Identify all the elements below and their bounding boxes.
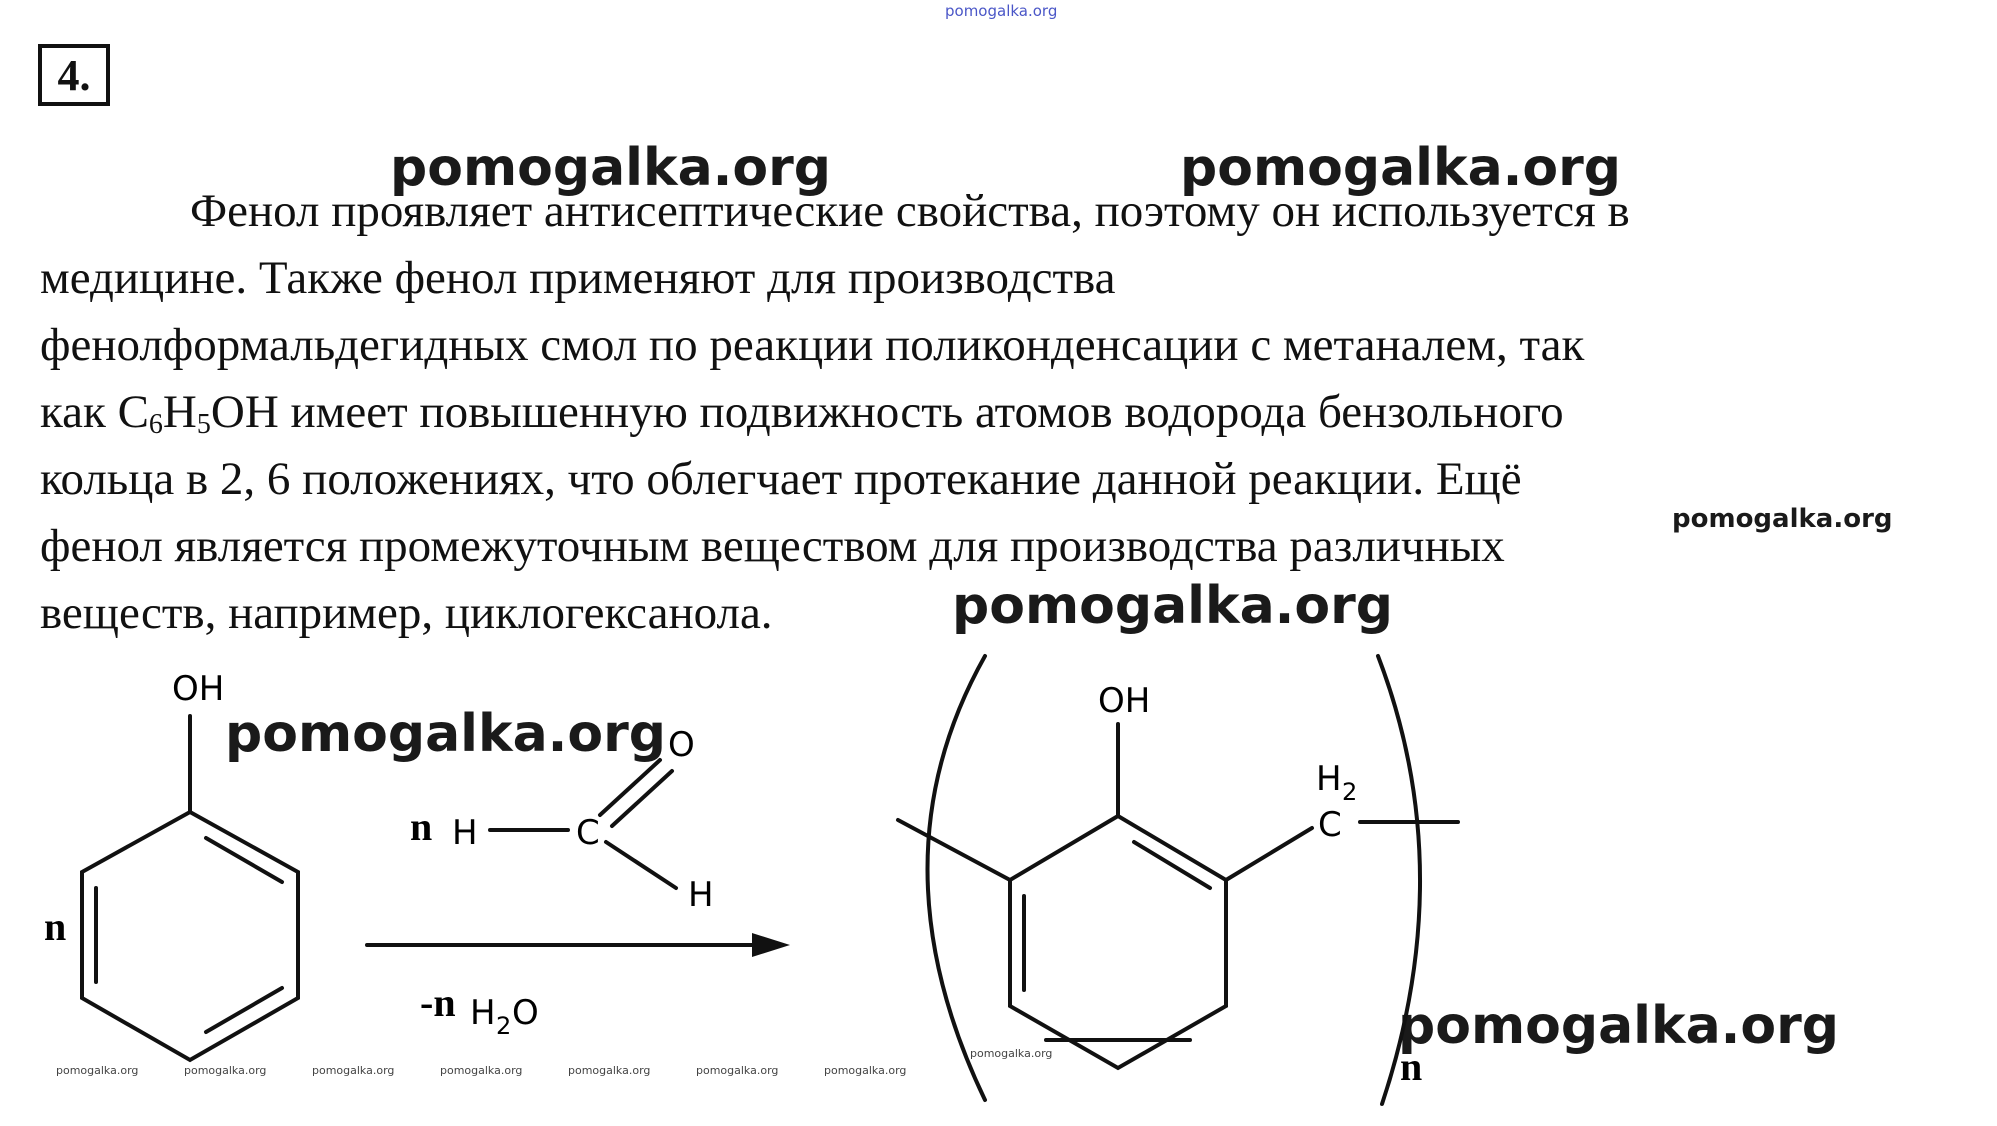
phenol-ring: [82, 812, 298, 1060]
text-line-1: Фенол проявляет антисептические свойства, поэтому он используется в: [190, 185, 1630, 237]
phenol-double-bond: [206, 838, 282, 882]
watermark-tiny: pomogalka.org: [312, 1064, 395, 1077]
watermark-large: pomogalka.org: [952, 576, 1394, 636]
watermark-tiny: pomogalka.org: [970, 1047, 1053, 1060]
text-line-4-start: как C: [40, 386, 149, 438]
watermark-tiny: pomogalka.org: [696, 1064, 779, 1077]
text-line-7: веществ, например, циклогексанола.: [40, 587, 773, 639]
text-line-3: фенолформальдегидных смол по реакции поликонденсации с метаналем, так: [40, 319, 1585, 371]
water-h: H: [470, 993, 496, 1033]
watermark-large: pomogalka.org: [390, 138, 832, 198]
formaldehyde-h-right: H: [688, 875, 714, 915]
formaldehyde-coefficient: n: [410, 804, 433, 849]
polymer-h-label: H: [1316, 759, 1342, 799]
formaldehyde-o: O: [668, 725, 695, 765]
polymer-ch2-bond: [1226, 828, 1312, 880]
formaldehyde-c: C: [576, 813, 600, 853]
formaldehyde-c-o-bond: [600, 760, 660, 815]
subscript-6: 6: [148, 409, 163, 440]
left-bracket: [928, 656, 986, 1100]
phenol-oh-label: OH: [172, 669, 225, 709]
text-line-2: медицине. Также фенол применяют для производства: [40, 252, 1116, 304]
watermark-tiny: pomogalka.org: [56, 1064, 139, 1077]
watermark-tiny: pomogalka.org: [824, 1064, 907, 1077]
formaldehyde-c-o-bond: [612, 771, 672, 826]
right-bracket: [1378, 656, 1423, 1104]
text-line-5: кольца в 2, 6 положениях, что облегчает протекание данной реакции. Ещё: [40, 453, 1522, 505]
watermark-top: pomogalka.org: [945, 2, 1058, 20]
phenol-coefficient: n: [44, 904, 67, 949]
formaldehyde-c-h-bond: [606, 842, 676, 888]
watermark-medium: pomogalka.org: [1672, 504, 1893, 534]
text-line-6: фенол является промежуточным веществом для производства различных: [40, 520, 1505, 572]
phenol-double-bond: [206, 988, 282, 1032]
formaldehyde-h-left: H: [452, 813, 478, 853]
watermark-tiny: pomogalka.org: [568, 1064, 651, 1077]
polymer-c-label: C: [1318, 805, 1342, 845]
water-subscript: 2: [496, 1012, 512, 1040]
subscript-5: 5: [196, 409, 211, 440]
text-line-4-end: OH имеет повышенную подвижность атомов водорода бензольного: [210, 386, 1564, 438]
polymer-oh-label: OH: [1098, 681, 1151, 721]
polymer-left-chain-bond: [898, 820, 1010, 880]
watermark-large: pomogalka.org: [225, 704, 667, 764]
water-o: O: [512, 993, 539, 1033]
task-number: 4.: [57, 50, 91, 100]
text-line-4-h: H: [162, 386, 197, 438]
reaction-arrow-head: [752, 933, 790, 957]
watermark-large: pomogalka.org: [1398, 996, 1840, 1056]
polymer-h-subscript: 2: [1342, 778, 1358, 806]
polymer-ring: [1010, 816, 1226, 1068]
polymer-degree-n: n: [1400, 1044, 1423, 1089]
watermark-tiny: pomogalka.org: [440, 1064, 523, 1077]
byproduct-coefficient: -n: [420, 980, 456, 1025]
watermark-tiny: pomogalka.org: [184, 1064, 267, 1077]
watermark-large: pomogalka.org: [1180, 138, 1622, 198]
